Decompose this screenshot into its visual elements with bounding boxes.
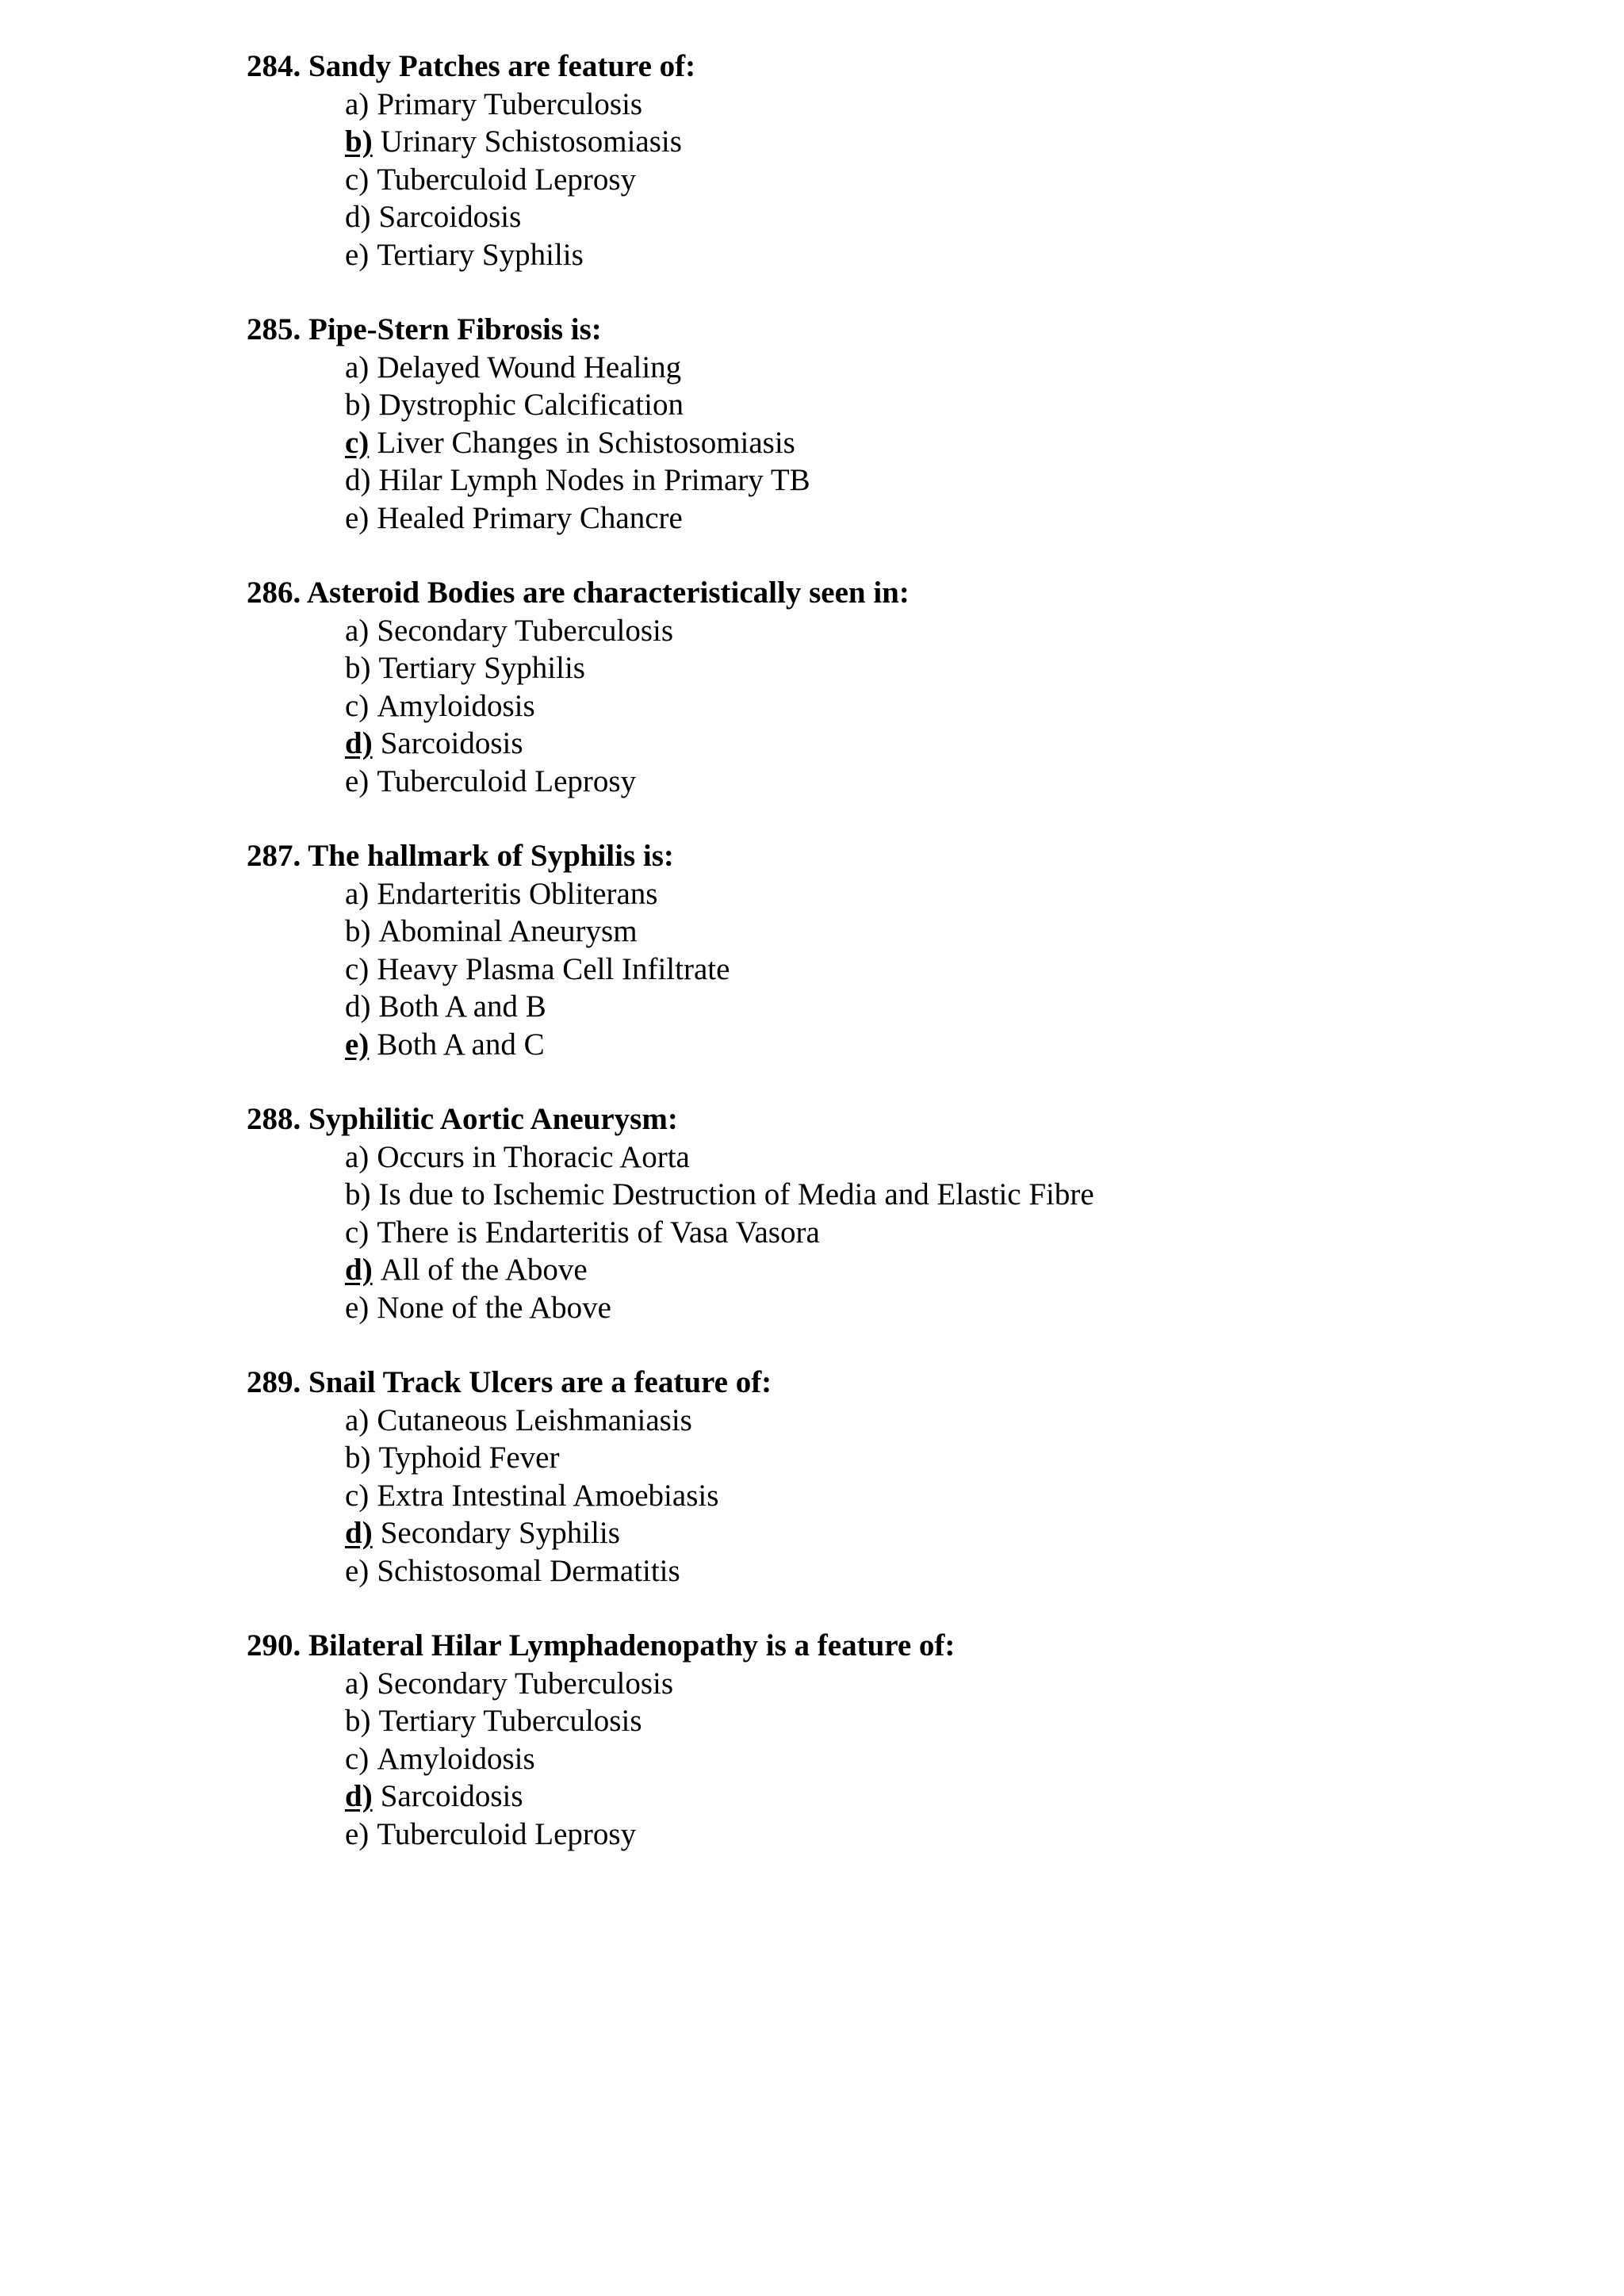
answer-option [345, 386, 1555, 424]
option-letter: a) [345, 1139, 370, 1174]
answer-option [345, 988, 1555, 1026]
option-letter: c) [345, 1215, 370, 1249]
answer-option [345, 1665, 1555, 1703]
option-list [247, 1138, 1555, 1327]
option-text: Sarcoidosis [378, 200, 522, 234]
option-text: Extra Intestinal Amoebiasis [377, 1478, 719, 1513]
question-title: 290. Bilateral Hilar Lymphadenopathy is a feature of: [247, 1628, 956, 1663]
option-letter: d) [345, 463, 371, 497]
answer-option [345, 649, 1555, 687]
question-page [247, 48, 1555, 1890]
option-text: Urinary Schistosomiasis [380, 124, 682, 159]
option-text: None of the Above [377, 1290, 611, 1325]
answer-option [345, 1439, 1555, 1477]
option-letter: e) [345, 1816, 370, 1851]
option-letter: d) [345, 1779, 373, 1813]
answer-option [345, 499, 1555, 538]
question-title: 286. Asteroid Bodies are characteristically seen in: [247, 576, 910, 610]
option-letter: c) [345, 688, 370, 723]
option-text: Delayed Wound Healing [377, 350, 682, 385]
option-text: Secondary Tuberculosis [377, 1666, 674, 1701]
option-text: Hilar Lymph Nodes in Primary TB [378, 463, 810, 497]
option-text: Tuberculoid Leprosy [377, 162, 637, 197]
option-letter: e) [345, 1290, 370, 1325]
answer-option [345, 1289, 1555, 1327]
answer-option [345, 1702, 1555, 1740]
option-letter: b) [345, 1704, 371, 1738]
answer-option [345, 198, 1555, 236]
answer-option [345, 1477, 1555, 1515]
option-text: Tertiary Syphilis [378, 651, 585, 685]
option-letter: b) [345, 1441, 371, 1475]
question-title: 288. Syphilitic Aortic Aneurysm: [247, 1102, 678, 1136]
question-block [247, 574, 1555, 800]
option-text: Sarcoidosis [380, 726, 523, 760]
answer-option [345, 763, 1555, 801]
option-text: Abominal Aneurysm [378, 914, 638, 948]
option-text: Sarcoidosis [380, 1779, 523, 1813]
option-text: Both A and C [377, 1027, 545, 1062]
question-block [247, 1364, 1555, 1590]
option-letter: c) [345, 1478, 370, 1513]
question-title: 284. Sandy Patches are feature of: [247, 49, 696, 83]
correct-answer-option [345, 424, 1555, 462]
option-list [247, 349, 1555, 538]
answer-option [345, 461, 1555, 499]
option-text: Primary Tuberculosis [377, 86, 643, 121]
answer-option [345, 875, 1555, 913]
option-text: All of the Above [380, 1253, 588, 1287]
option-letter: c) [345, 425, 370, 460]
question-block [247, 1627, 1555, 1853]
option-letter: b) [345, 914, 371, 948]
answer-option [345, 1176, 1555, 1214]
option-letter: a) [345, 876, 370, 911]
answer-option [345, 612, 1555, 650]
option-letter: a) [345, 350, 370, 385]
option-text: Secondary Syphilis [380, 1516, 620, 1550]
option-letter: d) [345, 989, 371, 1024]
answer-option [345, 1816, 1555, 1854]
question-title: 287. The hallmark of Syphilis is: [247, 839, 674, 873]
option-letter: b) [345, 651, 371, 685]
answer-option [345, 1740, 1555, 1778]
option-letter: c) [345, 1741, 370, 1776]
option-letter: a) [345, 1402, 370, 1437]
answer-option [345, 951, 1555, 989]
answer-option [345, 1214, 1555, 1252]
option-text: Tertiary Syphilis [377, 237, 584, 272]
option-list [247, 86, 1555, 274]
option-letter: c) [345, 162, 370, 197]
correct-answer-option [345, 725, 1555, 763]
correct-answer-option [345, 1251, 1555, 1289]
option-letter: b) [345, 124, 373, 159]
option-text: Schistosomal Dermatitis [377, 1553, 680, 1588]
option-letter: d) [345, 726, 373, 760]
option-letter: d) [345, 200, 371, 234]
correct-answer-option [345, 1514, 1555, 1552]
option-letter: a) [345, 86, 370, 121]
answer-option [345, 913, 1555, 951]
option-letter: b) [345, 1177, 371, 1211]
correct-answer-option [345, 123, 1555, 161]
option-text: Amyloidosis [377, 1741, 535, 1776]
option-text: Occurs in Thoracic Aorta [377, 1139, 690, 1174]
answer-option [345, 1402, 1555, 1440]
option-letter: e) [345, 500, 370, 535]
question-title: 289. Snail Track Ulcers are a feature of: [247, 1365, 772, 1399]
answer-option [345, 161, 1555, 199]
answer-option [345, 86, 1555, 124]
option-letter: e) [345, 1553, 370, 1588]
option-text: Is due to Ischemic Destruction of Media and Elastic Fibre [378, 1177, 1094, 1211]
correct-answer-option [345, 1026, 1555, 1064]
option-text: Tuberculoid Leprosy [377, 763, 637, 798]
option-text: Amyloidosis [377, 688, 535, 723]
option-text: Liver Changes in Schistosomiasis [377, 425, 795, 460]
answer-option [345, 687, 1555, 725]
option-letter: d) [345, 1253, 373, 1287]
answer-option [345, 349, 1555, 387]
option-list [247, 875, 1555, 1064]
option-text: Cutaneous Leishmaniasis [377, 1402, 692, 1437]
option-text: Heavy Plasma Cell Infiltrate [377, 951, 730, 986]
question-block [247, 1100, 1555, 1326]
option-letter: a) [345, 1666, 370, 1701]
question-title: 285. Pipe-Stern Fibrosis is: [247, 312, 602, 346]
option-letter: a) [345, 613, 370, 648]
option-list [247, 1402, 1555, 1590]
option-letter: d) [345, 1516, 373, 1550]
answer-option [345, 1138, 1555, 1177]
option-text: Typhoid Fever [378, 1441, 560, 1475]
option-letter: e) [345, 1027, 370, 1062]
option-text: Tuberculoid Leprosy [377, 1816, 637, 1851]
option-text: Secondary Tuberculosis [377, 613, 674, 648]
option-text: Tertiary Tuberculosis [378, 1704, 642, 1738]
option-text: Healed Primary Chancre [377, 500, 683, 535]
question-block [247, 48, 1555, 274]
option-text: Endarteritis Obliterans [377, 876, 658, 911]
answer-option [345, 236, 1555, 274]
option-letter: c) [345, 951, 370, 986]
option-text: Both A and B [378, 989, 546, 1024]
answer-option [345, 1552, 1555, 1590]
option-letter: b) [345, 388, 371, 422]
option-letter: e) [345, 763, 370, 798]
option-text: There is Endarteritis of Vasa Vasora [377, 1215, 820, 1249]
option-list [247, 612, 1555, 801]
option-letter: e) [345, 237, 370, 272]
question-block [247, 311, 1555, 537]
option-list [247, 1665, 1555, 1854]
correct-answer-option [345, 1777, 1555, 1816]
question-block [247, 837, 1555, 1063]
option-text: Dystrophic Calcification [378, 388, 684, 422]
